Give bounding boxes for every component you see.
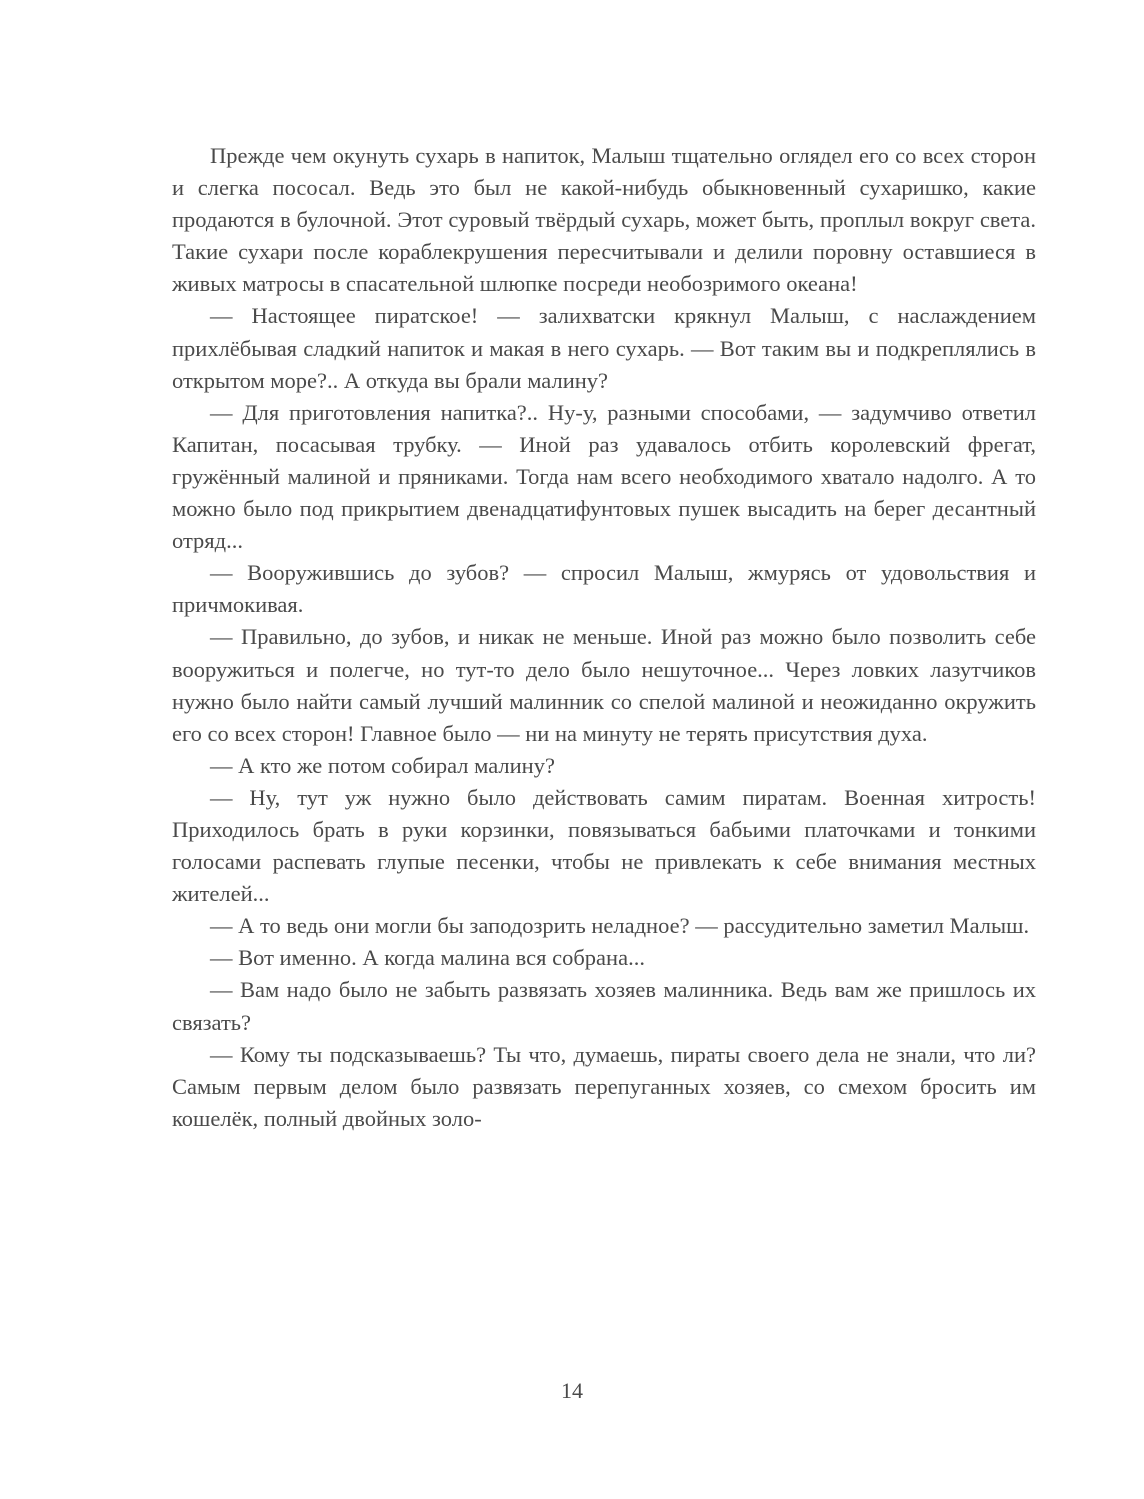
paragraph: — Правильно, до зубов, и никак не меньше. Иной раз можно было позволить себе вооружиться и полегче, но тут-то дело было нешуточное... Через ловких лазутчиков нужно было найти самый лучший малинник со спелой малиной и неожиданно окружить его со всех сторон! Главное было — ни на минуту не терять присутствия духа. xyxy=(172,624,1036,746)
paragraph: — Вам надо было не забыть развязать хозяев малинника. Ведь вам же пришлось их связать? xyxy=(172,977,1036,1035)
page-text xyxy=(172,140,1036,1135)
page-number: 14 xyxy=(561,1378,583,1403)
paragraph: — А кто же потом собирал малину? xyxy=(210,752,555,778)
paragraph: — Вооружившись до зубов? — спросил Малыш, жмурясь от удовольствия и причмокивая. xyxy=(172,560,1036,618)
paragraph: — Настоящее пиратское! — залихватски крякнул Малыш, с наслаждением прихлёбывая сладкий напиток и макая в него сухарь. — Вот таким вы и подкреплялись в открытом море?.. А откуда вы брали малину? xyxy=(172,303,1036,393)
paragraph: — Для приготовления напитка?.. Ну-у, разными способами, — задумчиво ответил Капитан, посасывая трубку. — Иной раз удавалось отбить королевский фрегат, гружённый малиной и пряниками. Тогда нам всего необходимого хватало надолго. А то можно было под прикрытием двенадцатифунтовых пушек высадить на берег десантный отряд... xyxy=(172,399,1036,554)
paragraph: — Вот именно. А когда малина вся собрана... xyxy=(210,945,645,971)
paragraph: — А то ведь они могли бы заподозрить неладное? — рассудительно заметил Малыш. xyxy=(210,913,1030,939)
paragraph: — Ну, тут уж нужно было действовать самим пиратам. Военная хитрость! Приходилось брать в руки корзинки, повязываться бабьими платочками и тонкими голосами распевать глупые песенки, чтобы не привлекать к себе внимания местных жителей... xyxy=(172,784,1036,907)
paragraph: — Кому ты подсказываешь? Ты что, думаешь, пираты своего дела не знали, что ли? Самым первым делом было развязать перепуганных хозяев, со смехом бросить им кошелёк, полный двойных золо- xyxy=(172,1041,1036,1131)
paragraph: Прежде чем окунуть сухарь в напиток, Малыш тщательно оглядел его со всех сторон и слегка пососал. Ведь это был не какой-нибудь обыкновенный сухаришко, какие продаются в булочной. Этот суровый твёрдый сухарь, может быть, проплыл вокруг света. Такие сухари после кораблекрушения пересчитывали и делили поровну оставшиеся в живых матросы в спасательной шлюпке посреди необозримого океана! xyxy=(172,143,1036,297)
